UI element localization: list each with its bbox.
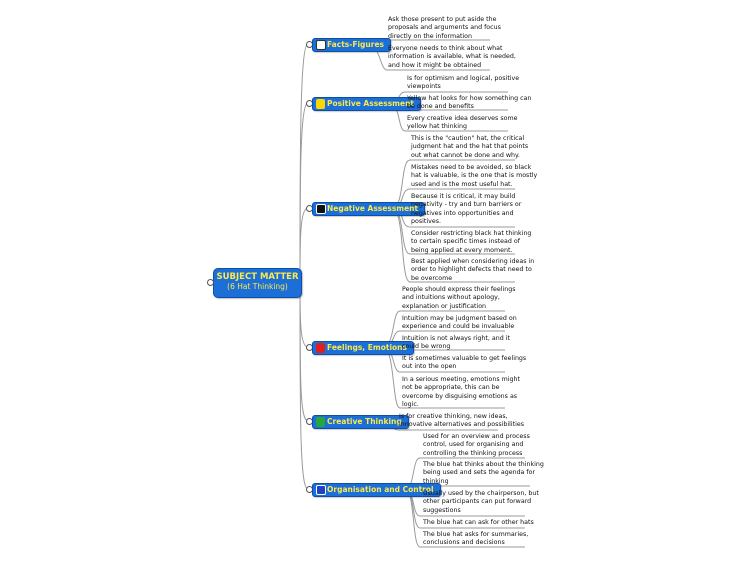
branch-creative-thinking[interactable] xyxy=(312,415,409,429)
root-subtitle: (6 Hat Thinking) xyxy=(227,282,288,291)
note-feelings-5: In a serious meeting, emotions might not be appropriate, this can be overcome by disguising emotions as logic. xyxy=(402,376,520,409)
green-hat-icon xyxy=(316,417,325,427)
note-positive-1: Is for optimism and logical, positive viewpoints xyxy=(407,75,520,91)
red-hat-icon xyxy=(316,343,325,353)
note-positive-3: Every creative idea deserves some yellow hat thinking xyxy=(407,115,518,131)
note-negative-1: This is the "caution" hat, the critical judgment hat and the hat that points out what cannot be done and why. xyxy=(411,135,529,159)
note-feelings-2: Intuition may be judgment based on experience and could be invaluable xyxy=(402,315,517,331)
root-topic[interactable] xyxy=(213,268,302,298)
branch-negative-assessment[interactable] xyxy=(312,202,425,216)
branch-label: Positive Assessment xyxy=(327,99,415,108)
note-feelings-3: Intuition is not always right, and it could be wrong xyxy=(402,335,510,351)
note-organisation-3: Usually used by the chairperson, but other participants can put forward suggestions xyxy=(423,490,539,514)
blue-hat-icon xyxy=(316,485,326,495)
note-negative-4: Consider restricting black hat thinking to certain specific times instead of being applied at every moment. xyxy=(411,230,532,254)
branch-label: Facts-Figures xyxy=(327,40,385,49)
note-facts-2: Everyone needs to think about what information is available, what is needed, and how it might be obtained xyxy=(388,45,516,69)
note-feelings-4: It is sometimes valuable to get feelings out into the open xyxy=(402,355,527,371)
note-positive-2: Yellow hat looks for how something can be done and benefits xyxy=(407,95,532,111)
connector-creative xyxy=(300,281,308,421)
branch-facts-figures[interactable] xyxy=(312,38,391,52)
branch-feelings-emotions[interactable] xyxy=(312,341,414,355)
black-hat-icon xyxy=(316,204,326,214)
note-negative-5: Best applied when considering ideas in order to highlight defects that need to be overcome xyxy=(411,258,535,282)
note-organisation-5: The blue hat asks for summaries, conclusions and decisions xyxy=(423,531,529,547)
branch-organisation-control[interactable] xyxy=(312,483,441,497)
branch-positive-assessment[interactable] xyxy=(312,97,421,111)
branch-label: Creative Thinking xyxy=(327,417,402,426)
root-title: SUBJECT MATTER xyxy=(216,272,299,282)
note-negative-2: Mistakes need to be avoided, so black hat is valuable, is the one that is mostly used and is the most useful hat. xyxy=(411,164,538,188)
note-organisation-2: The blue hat thinks about the thinking being used and sets the agenda for thinking xyxy=(423,461,544,485)
note-organisation-4: The blue hat can ask for other hats xyxy=(423,519,534,526)
note-organisation-1: Used for an overview and process control, used for organising and controlling the thinking process xyxy=(423,433,530,457)
branch-label: Negative Assessment xyxy=(327,204,419,213)
root-collapse-toggle[interactable] xyxy=(207,279,214,286)
branch-label: Organisation and Control xyxy=(327,485,434,494)
note-creative-1: Is for creative thinking, new ideas, innovative alternatives and possibilities xyxy=(399,413,524,429)
note-feelings-1: People should express their feelings and intuitions without apology, explanation or justification xyxy=(402,286,516,310)
branch-label: Feelings, Emotions xyxy=(327,343,407,352)
note-negative-3: Because it is critical, it may build negativity - try and turn barriers or negatives into opportunities and positives. xyxy=(411,193,522,226)
connector-positive xyxy=(300,103,308,281)
white-hat-icon xyxy=(316,40,326,50)
note-facts-1: Ask those present to put aside the proposals and arguments and focus directly on the information xyxy=(388,16,501,40)
yellow-hat-icon xyxy=(316,99,325,109)
